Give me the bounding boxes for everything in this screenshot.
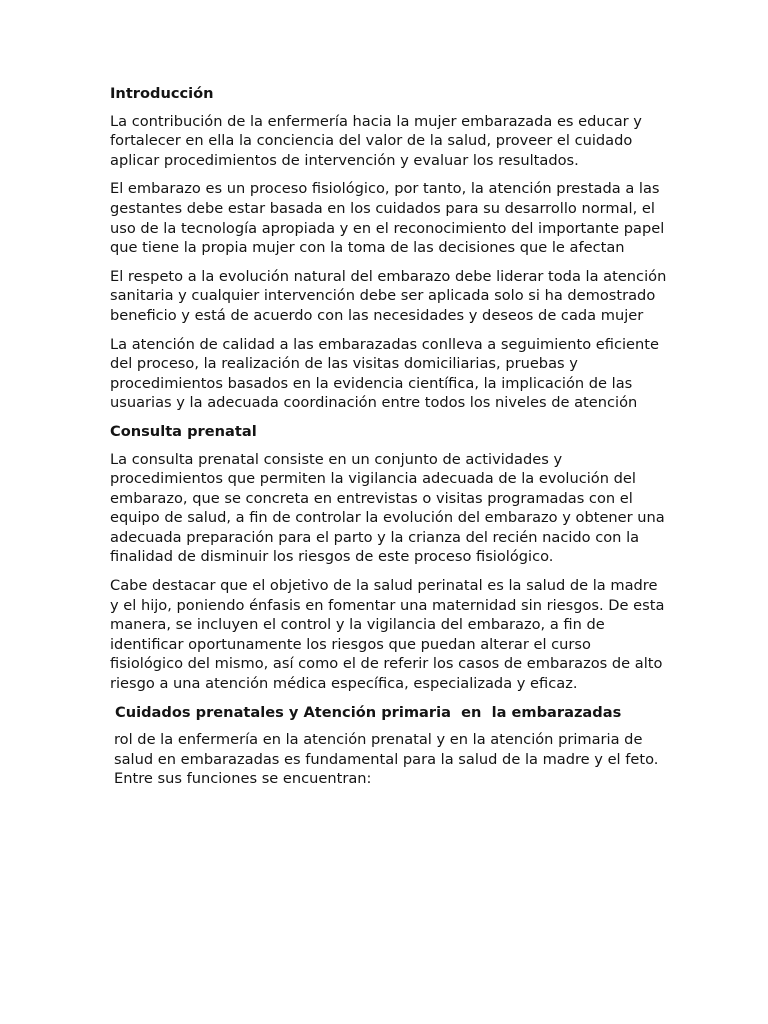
paragraph-5: La consulta prenatal consiste en un conjunto de actividades y procedimientos que permiten la vigilancia adecuada de la evolución del embarazo, que se concreta en entrevistas o visitas programadas con el equipo de salud, a fin de controlar la evolución del embarazo y obtener una adecuada preparación para el parto y la crianza del recién nacido con la finalidad de disminuir los riesgos de este proceso fisiológico.	[110, 450, 665, 566]
paragraph-3: El respeto a la evolución natural del embarazo debe liderar toda la atención sanitaria y cualquier intervención debe ser aplicada solo si ha demostrado beneficio y está de acuerdo con las necesidades y deseos de cada mujer	[110, 267, 667, 324]
paragraph-6: Cabe destacar que el objetivo de la salud perinatal es la salud de la madre y el hijo, poniendo énfasis en fomentar una maternidad sin riesgos. De esta manera, se incluyen el control y la vigilancia del embarazo, a fin de identificar oportunamente los riesgos que puedan alterar el curso fisiológico del mismo, así como el de referir los casos de embarazos de alto riesgo a una atención médica específica, especializada y eficaz.	[110, 577, 665, 693]
heading-cuidados-prenatales: Cuidados prenatales y Atención primaria en la embarazadas	[115, 703, 622, 721]
paragraph-1: La contribución de la enfermería hacia la mujer embarazada es educar y fortalecer en ella la conciencia del valor de la salud, proveer el cuidado aplicar procedimientos de intervención y evaluar los resultados.	[110, 112, 642, 169]
paragraph-2: El embarazo es un proceso fisiológico, por tanto, la atención prestada a las gestantes debe estar basada en los cuidados para su desarrollo normal, el uso de la tecnología apropiada y en el reconocimiento del importante papel que tiene la propia mujer con la toma de las decisiones que le afectan	[110, 180, 665, 257]
paragraph-7: rol de la enfermería en la atención prenatal y en la atención primaria de salud en embarazadas es fundamental para la salud de la madre y el feto. Entre sus funciones se encuentran:	[114, 731, 659, 788]
heading-introduccion: Introducción	[110, 85, 214, 102]
heading-consulta-prenatal: Consulta prenatal	[110, 422, 257, 440]
paragraph-4: La atención de calidad a las embarazadas conlleva a seguimiento eficiente del proceso, la realización de las visitas domiciliarias, pruebas y procedimientos basados en la evidencia científica, la implicación de las usuarias y la adecuada coordinación entre todos los niveles de atención	[110, 335, 659, 412]
